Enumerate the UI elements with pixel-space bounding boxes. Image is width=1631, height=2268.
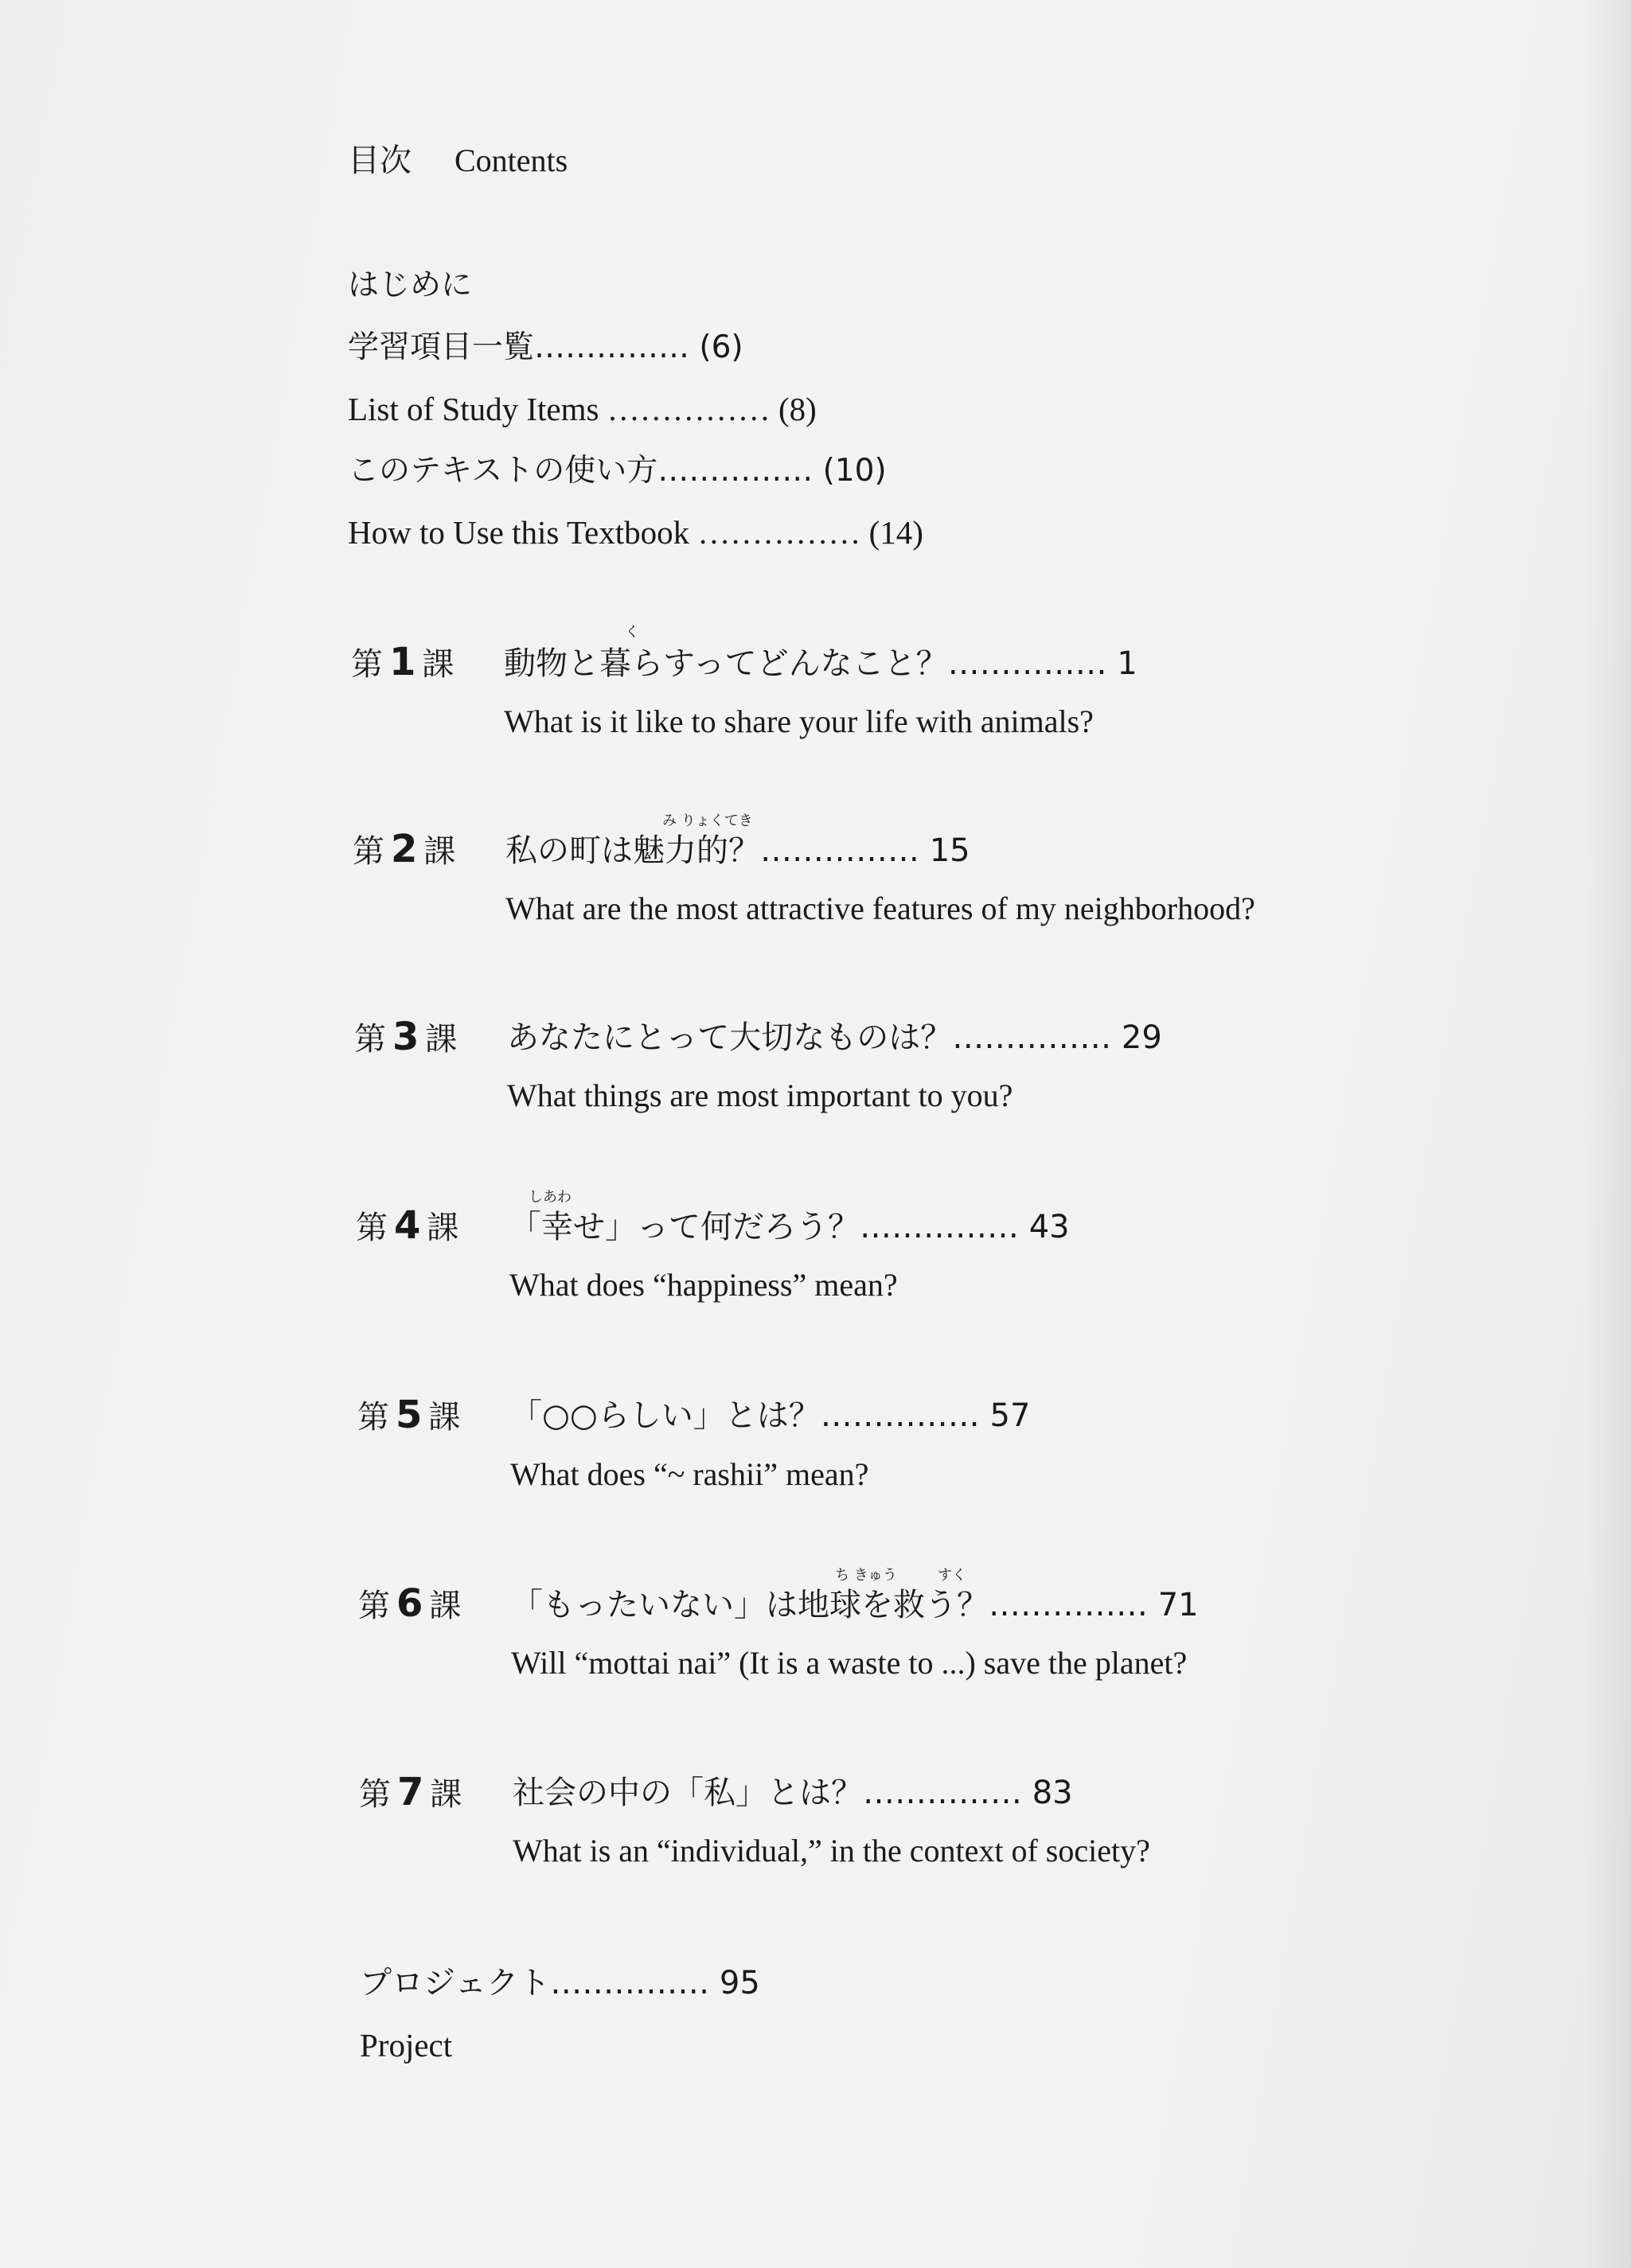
- front-item-how-to-use-en: How to Use this Textbook …………… (14): [348, 514, 923, 551]
- contents-heading-jp: 目次: [348, 142, 412, 179]
- front-item-how-to-use-jp: このテキストの使い方…………… (10): [348, 453, 887, 489]
- lesson-7-title-en: What is an “individual,” in the context of society?: [513, 1833, 1150, 1869]
- project-en: Project: [360, 2027, 453, 2063]
- lesson-1-title-en: What is it like to share your life with animals?: [504, 703, 1094, 739]
- lesson-5-title-jp: 「○○らしい」とは？…………… 57: [510, 1397, 1031, 1434]
- lesson-5-number: 第 5 課: [357, 1393, 461, 1437]
- lesson-6-title-en: Will “mottai nai” (It is a waste to ...) save the planet?: [511, 1645, 1188, 1681]
- lesson-1-ruby: く: [625, 624, 639, 641]
- lesson-2-title-jp: 私の町は魅力的？…………… 15: [505, 832, 970, 869]
- contents-heading-en: Contents: [455, 142, 568, 178]
- lesson-7-number: 第 7 課: [359, 1770, 462, 1814]
- lesson-6-ruby-2: すく: [938, 1567, 966, 1584]
- lesson-4-title-jp: 「幸せ」って何だろう？…………… 43: [509, 1209, 1070, 1245]
- lesson-1-title-jp: 動物と暮らすってどんなこと？…………… 1: [504, 645, 1137, 682]
- project-jp: プロジェクト…………… 95: [360, 1965, 760, 2001]
- lesson-3-title-jp: あなたにとって大切なものは？…………… 29: [507, 1019, 1162, 1056]
- contents-heading: [348, 142, 568, 179]
- lesson-6-title-jp: 「もったいない」は地球を救う？…………… 71: [511, 1587, 1199, 1623]
- lesson-2-ruby: み りょくてき: [662, 813, 753, 829]
- lesson-2-number: 第 2 課: [353, 827, 456, 871]
- lesson-7-title-jp: 社会の中の「私」とは？…………… 83: [513, 1775, 1073, 1811]
- lesson-3-title-en: What things are most important to you?: [507, 1077, 1013, 1113]
- lesson-6-ruby: ち きゅう: [835, 1567, 897, 1584]
- lesson-4-title-en: What does “happiness” mean?: [509, 1267, 898, 1303]
- lesson-1-number: 第 1 課: [351, 640, 455, 684]
- lesson-6-number: 第 6 課: [358, 1581, 462, 1626]
- lesson-2-title-en: What are the most attractive features of my neighborhood?: [505, 890, 1255, 926]
- front-item-study-items-en: List of Study Items …………… (8): [348, 391, 817, 427]
- lesson-4-number: 第 4 課: [356, 1203, 459, 1248]
- lesson-4-ruby: しあわ: [529, 1189, 572, 1206]
- page-shadow: [1583, 0, 1631, 2268]
- lesson-3-number: 第 3 課: [354, 1015, 458, 1059]
- lesson-5-title-en: What does “~ rashii” mean?: [510, 1456, 869, 1492]
- front-item-introduction: はじめに: [348, 267, 473, 303]
- front-item-study-items-jp: 学習項目一覧…………… (6): [348, 329, 743, 365]
